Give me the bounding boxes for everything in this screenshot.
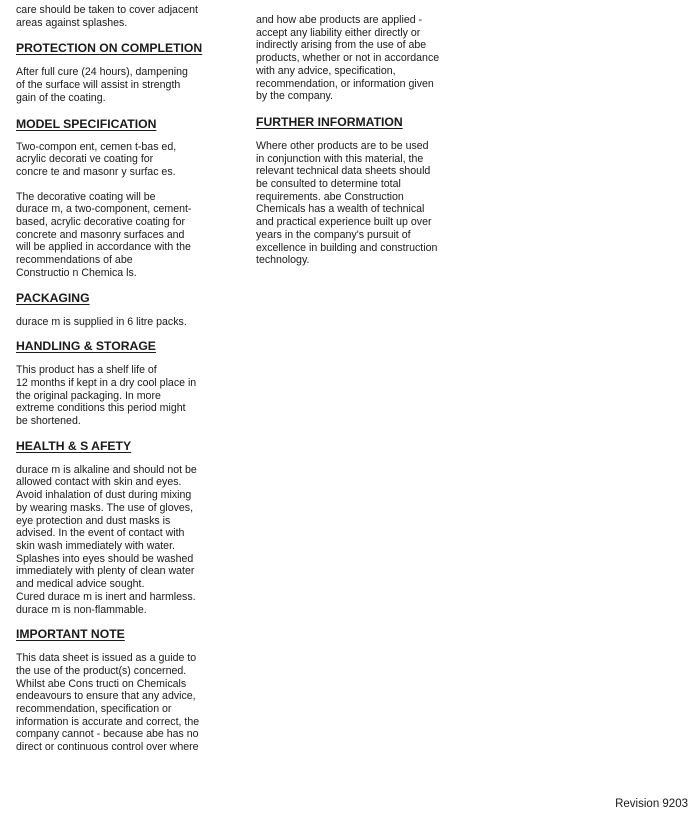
model-specification-paragraph-1: Two-compon ent, cemen t-bas ed, acrylic decorati ve coating for concre te and masonr y surfac es. <box>16 140 177 178</box>
further-information-paragraph: Where other products are to be used in conjunction with this material, the relevant technical data sheets should be consulted to determine total requirements. abe Construction Chemicals has a wealth of technical and practical experience built up over years in the company's pursuit of excellence in building and construction technology. <box>256 139 438 267</box>
packaging-paragraph: durace m is supplied in 6 litre packs. <box>16 315 187 328</box>
model-specification-heading: MODEL SPECIFICATION <box>16 116 157 131</box>
protection-heading: PROTECTION ON COMPLETION <box>16 41 203 56</box>
health-safety-paragraph: durace m is alkaline and should not be allowed contact with skin and eyes. Avoid inhalation of dust during mixing by wearing masks. The use of gloves, eye protection and dust masks is advised. In the event of contact with skin wash immediately with water. Splashes into eyes should be washed immediately with plenty of clean water and medical advice sought. Cured durace m is inert and harmless. durace m is non-flammable. <box>16 463 197 616</box>
protection-paragraph: After full cure (24 hours), dampening of the surface will assist in strength gain of the coating. <box>16 66 188 104</box>
left-column <box>16 4 216 754</box>
continuation-paragraph: and how abe products are applied - accept any liability either directly or indirectly arising from the use of abe products, whether or not in accordance with any advice, specification, recommendation, or information given by the company. <box>256 14 440 103</box>
important-note-heading: IMPORTANT NOTE <box>16 627 125 642</box>
important-note-paragraph: This data sheet is issued as a guide to the use of the product(s) concerned. Whilst abe Cons tructi on Chemicals endeavours to ensure that any advice, recommendation, specification or information is accurate and correct, the company cannot - because abe has no direct or continuous control over where <box>16 652 200 754</box>
model-specification-paragraph-2: The decorative coating will be durace m, a two-component, cement- based, acrylic decorative coating for concrete and masonry surfaces and will be applied in accordance with the recommendations of abe Constructio n Chemica ls. <box>16 190 192 279</box>
handling-storage-paragraph: This product has a shelf life of 12 months if kept in a dry cool place in the original packaging. In more extreme conditions this period might be shortened. <box>16 364 197 428</box>
packaging-heading: PACKAGING <box>16 290 90 305</box>
intro-paragraph: care should be taken to cover adjacent areas against splashes. <box>16 4 198 29</box>
further-information-heading: FURTHER INFORMATION <box>256 114 403 129</box>
handling-storage-heading: HANDLING & STORAGE <box>16 339 156 354</box>
health-safety-heading: HEALTH & S AFETY <box>16 438 132 453</box>
revision-label: Revision 9203 <box>615 798 688 810</box>
right-column <box>256 4 456 267</box>
